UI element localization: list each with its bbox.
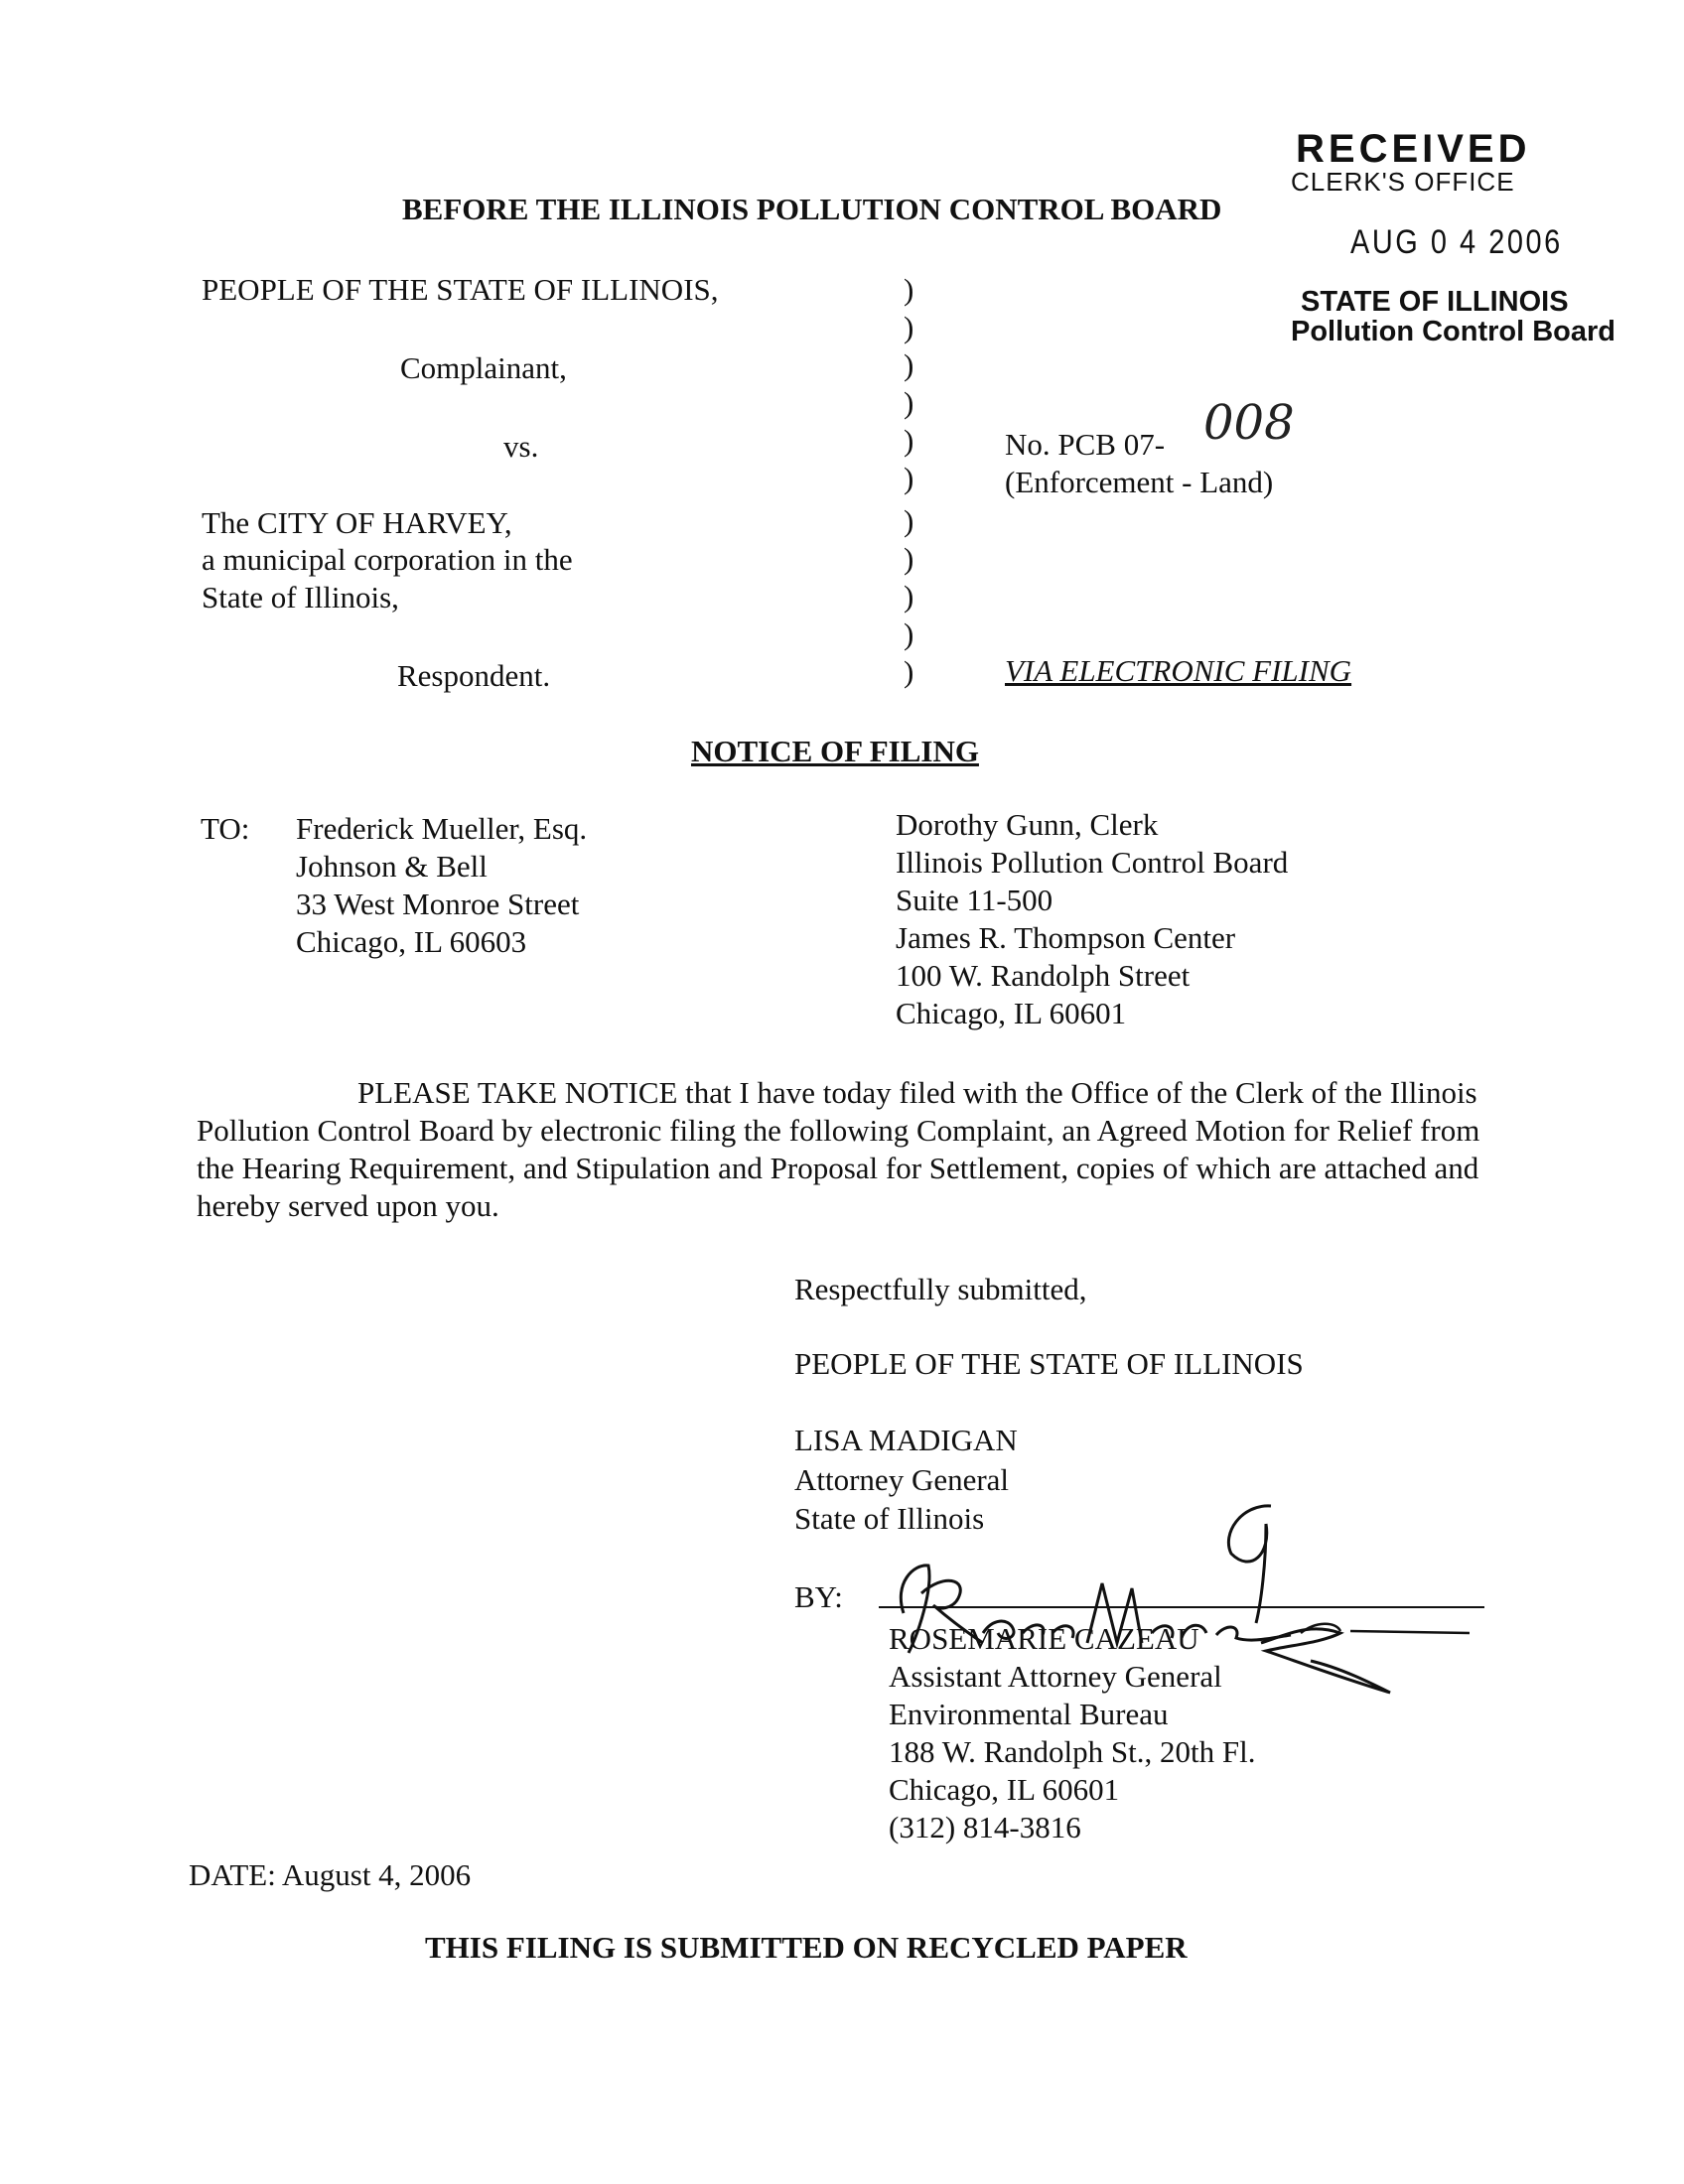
respondent-line: The CITY OF HARVEY, xyxy=(202,505,512,540)
caption-paren: ) xyxy=(904,616,914,651)
stamp-clerks-office: CLERK'S OFFICE xyxy=(1291,167,1515,197)
stamp-board: Pollution Control Board xyxy=(1291,316,1616,347)
by-label: BY: xyxy=(794,1579,843,1614)
caption-paren: ) xyxy=(904,347,914,382)
caption-paren: ) xyxy=(904,461,914,495)
caption-paren: ) xyxy=(904,423,914,458)
attorney-general-state: State of Illinois xyxy=(794,1501,985,1536)
signer-line: Chicago, IL 60601 xyxy=(889,1772,1120,1807)
case-number-handwritten: 008 xyxy=(1203,395,1295,451)
caption-paren: ) xyxy=(904,503,914,538)
signer-block xyxy=(889,1620,1255,1846)
stamp-state: STATE OF ILLINOIS xyxy=(1301,286,1569,318)
respondent-line: State of Illinois, xyxy=(202,580,399,614)
filing-method: VIA ELECTRONIC FILING xyxy=(1005,653,1352,688)
closing-respectfully: Respectfully submitted, xyxy=(794,1272,1087,1306)
address-line: Illinois Pollution Control Board xyxy=(896,845,1289,880)
signer-line: ROSEMARIE CAZEAU xyxy=(889,1621,1199,1656)
address-line: Dorothy Gunn, Clerk xyxy=(896,807,1159,842)
stamp-date: AUG 0 4 2006 xyxy=(1350,223,1563,261)
versus-label: vs. xyxy=(503,429,539,464)
notice-body: PLEASE TAKE NOTICE that I have today filed with the Office of the Clerk of the Illinois Pollution Control Board by electronic filing the following Complaint, an Agreed Motion for Relief from the Hearing Requirement, and Stipulation and Proposal for Settlement, copies of which are attached and hereby served upon you. xyxy=(197,1075,1480,1223)
address-line: Frederick Mueller, Esq. xyxy=(296,811,588,846)
case-number: No. PCB 07- xyxy=(1005,427,1166,462)
recycled-paper-footer: THIS FILING IS SUBMITTED ON RECYCLED PAPER xyxy=(425,1930,1188,1965)
respondent-role: Respondent. xyxy=(397,658,551,693)
caption-paren: ) xyxy=(904,272,914,307)
address-line: Johnson & Bell xyxy=(296,849,488,884)
case-type: (Enforcement - Land) xyxy=(1005,465,1274,499)
address-line: 33 West Monroe Street xyxy=(296,887,580,921)
signer-line: Assistant Attorney General xyxy=(889,1659,1222,1694)
caption-paren: ) xyxy=(904,579,914,614)
document-title: BEFORE THE ILLINOIS POLLUTION CONTROL BOARD xyxy=(402,192,1222,226)
signer-line: 188 W. Randolph St., 20th Fl. xyxy=(889,1734,1256,1769)
notice-title: NOTICE OF FILING xyxy=(691,734,979,768)
address-line: 100 W. Randolph Street xyxy=(896,958,1191,993)
address-line: Suite 11-500 xyxy=(896,883,1053,917)
attorney-general-name: LISA MADIGAN xyxy=(794,1423,1018,1457)
caption-paren: ) xyxy=(904,385,914,420)
complainant-role: Complainant, xyxy=(400,350,567,385)
closing-party: PEOPLE OF THE STATE OF ILLINOIS xyxy=(794,1346,1304,1381)
complainant-name: PEOPLE OF THE STATE OF ILLINOIS, xyxy=(202,272,719,307)
recipient-right xyxy=(896,806,1288,1032)
caption-paren: ) xyxy=(904,541,914,576)
to-label: TO: xyxy=(201,811,250,846)
stamp-received: RECEIVED xyxy=(1296,127,1531,171)
caption-paren: ) xyxy=(904,310,914,344)
caption-paren: ) xyxy=(904,654,914,689)
date-line: DATE: August 4, 2006 xyxy=(189,1857,472,1892)
address-line: Chicago, IL 60601 xyxy=(896,996,1127,1030)
address-line: James R. Thompson Center xyxy=(896,920,1236,955)
address-line: Chicago, IL 60603 xyxy=(296,924,527,959)
respondent-line: a municipal corporation in the xyxy=(202,542,573,577)
recipient-left xyxy=(296,810,587,961)
signer-line: Environmental Bureau xyxy=(889,1697,1169,1731)
signer-line: (312) 814-3816 xyxy=(889,1810,1081,1844)
attorney-general-title: Attorney General xyxy=(794,1462,1010,1497)
